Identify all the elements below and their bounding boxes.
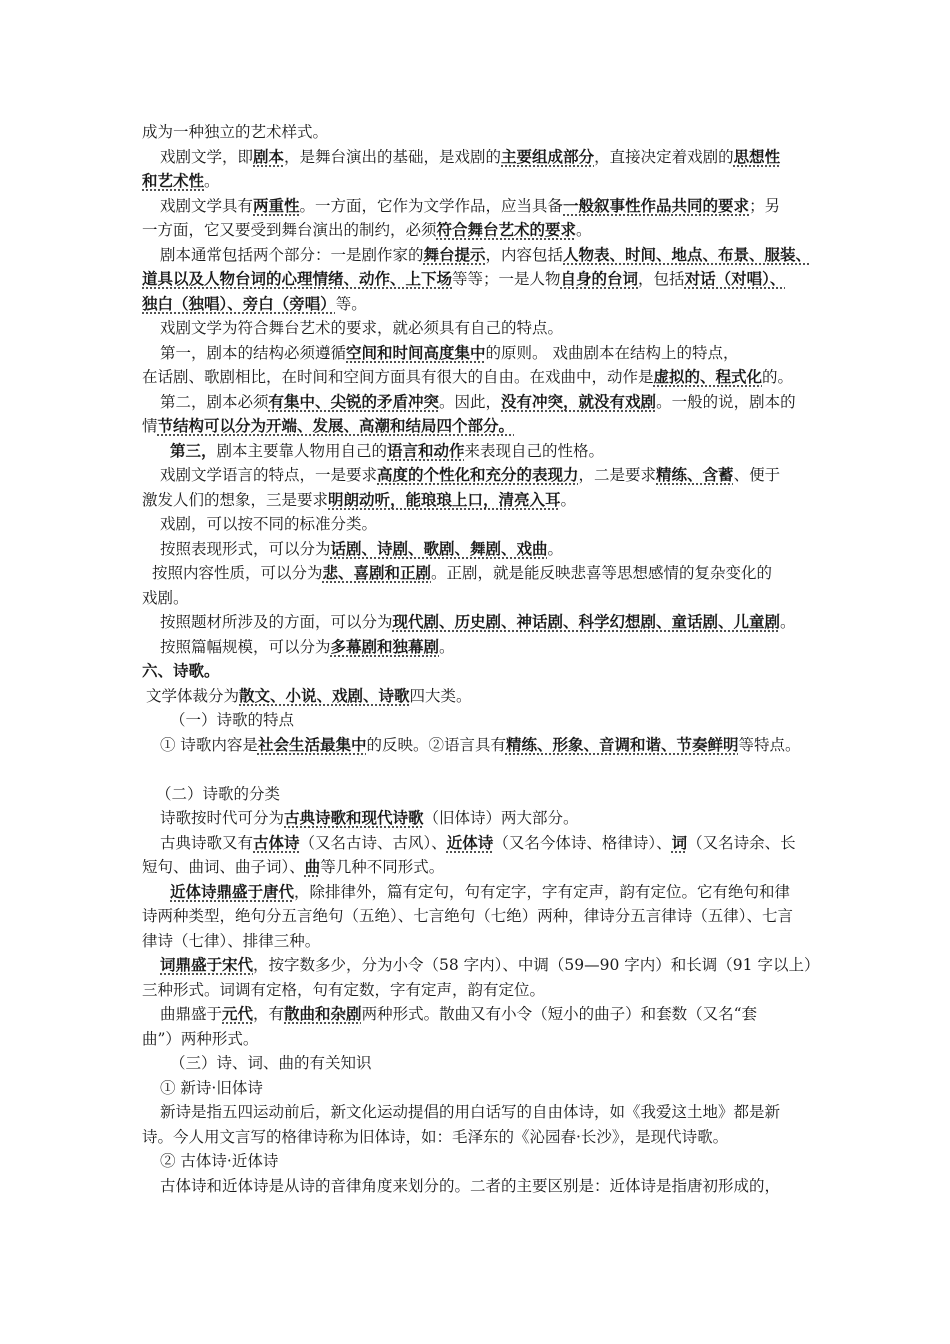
text-run: 剧本通常包括两个部分：一是剧作家的 <box>160 245 424 264</box>
text-run: 情 <box>142 417 158 435</box>
blank-line <box>142 757 820 782</box>
text-run: 四大类。 <box>409 686 472 705</box>
text-line <box>142 782 820 807</box>
text-line <box>142 684 820 709</box>
text-line <box>142 169 820 194</box>
document-body <box>142 120 820 1198</box>
text-run: 戏剧，可以按不同的标准分类。 <box>160 515 378 533</box>
text-line <box>142 708 820 733</box>
text-run: ，是舞台演出的基础，是戏剧的 <box>284 147 502 166</box>
text-run: ① 新诗·旧体诗 <box>160 1078 263 1097</box>
text-line <box>142 1100 820 1125</box>
text-line <box>142 145 820 170</box>
text-line <box>142 953 820 978</box>
emphasized-text: 有集中、尖锐的矛盾冲突 <box>268 392 440 411</box>
text-run: 第二，剧本必须 <box>160 392 269 411</box>
emphasized-text: 思想性 <box>733 147 781 166</box>
emphasized-text: 话剧、诗剧、歌剧、舞剧、戏曲 <box>330 539 548 558</box>
text-run: 等几种不同形式。 <box>320 858 445 876</box>
text-run: 律诗（七律）、排律三种。 <box>142 931 321 950</box>
text-run: ，内容包括 <box>485 245 564 264</box>
text-run: （旧体诗）两大部分。 <box>423 809 579 827</box>
text-line <box>142 904 820 929</box>
text-line <box>142 1174 820 1199</box>
text-line <box>142 561 820 586</box>
emphasized-text: 精练、形象、音调和谐、节奏鲜明 <box>505 735 739 754</box>
text-line <box>142 267 820 292</box>
text-run: 。 <box>439 637 455 656</box>
text-line <box>142 390 820 415</box>
emphasized-text: 节结构可以分为开端、发展、高潮和结局四个部分。 <box>157 417 515 435</box>
text-run: ，二是要求 <box>578 466 657 484</box>
emphasized-text: 曲 <box>304 858 321 876</box>
text-line <box>142 1002 820 1027</box>
emphasized-text: 近体诗鼎盛于唐代 <box>170 882 295 901</box>
text-line <box>142 929 820 954</box>
emphasized-text: 词鼎盛于宋代 <box>160 956 254 974</box>
text-run: 。正剧，就是能反映悲喜等思想感情的复杂变化的 <box>431 564 773 582</box>
text-run: 的原则。 戏曲剧本在结构上的特点， <box>485 343 739 362</box>
text-run: 古体诗和近体诗是从诗的音律角度来划分的。二者的主要区别是：近体诗是指唐初形成的， <box>160 1176 781 1195</box>
text-line <box>142 488 820 513</box>
text-run: ，按字数多少，分为小令（58 字内）、中调（59—90 字内）和长调（91 字以上） <box>253 956 820 974</box>
text-run: 激发人们的想象，三是要求 <box>142 490 329 509</box>
emphasized-text: 空间和时间高度集中 <box>346 343 486 362</box>
emphasized-text: 元代 <box>222 1005 254 1023</box>
emphasized-text: 没有冲突，就没有戏剧 <box>501 392 657 411</box>
emphasized-text: 多幕剧和独幕剧 <box>330 637 440 656</box>
text-line <box>142 292 820 317</box>
text-run: 短句、曲词、曲子词）、 <box>142 858 305 876</box>
text-line <box>142 806 820 831</box>
text-line <box>142 855 820 880</box>
emphasized-text: 古典诗歌和现代诗歌 <box>284 809 424 827</box>
text-line <box>142 831 820 856</box>
text-run: （一）诗歌的特点 <box>170 711 295 729</box>
text-run: ，直接决定着戏剧的 <box>594 147 734 166</box>
text-run: 第一，剧本的结构必须遵循 <box>160 343 347 362</box>
heading-text: 六、诗歌。 <box>142 662 220 680</box>
emphasized-text: 精练、含蓄 <box>656 466 734 484</box>
emphasized-text: 舞台提示 <box>423 245 486 264</box>
text-run: 按照表现形式，可以分为 <box>160 539 331 558</box>
emphasized-text: 散文、小说、戏剧、诗歌 <box>239 686 410 705</box>
emphasized-text: 悲、喜剧和正剧 <box>322 564 432 582</box>
text-run: 戏剧文学具有 <box>160 196 254 215</box>
text-line <box>142 243 820 268</box>
text-run: （三）诗、词、曲的有关知识 <box>170 1054 372 1072</box>
text-run: 。一般的说，剧本的 <box>656 392 796 411</box>
emphasized-text: 和艺术性 <box>142 172 205 190</box>
text-run: 剧本主要靠人物用自己的 <box>216 441 388 460</box>
text-line <box>142 218 820 243</box>
text-run: 等特点。 <box>738 735 801 754</box>
emphasized-text: 高度的个性化和充分的表现力 <box>377 466 579 484</box>
emphasized-text: 自身的台词 <box>560 270 639 288</box>
text-line <box>142 1149 820 1174</box>
text-run: 戏剧文学语言的特点，一是要求 <box>160 466 378 484</box>
emphasized-text: 符合舞台艺术的要求 <box>436 221 577 239</box>
text-run: 曲”）两种形式。 <box>142 1029 259 1048</box>
text-run: 戏剧文学，即 <box>160 147 254 166</box>
heading-text: 第三， <box>170 441 217 460</box>
text-run: 。因此， <box>439 392 502 411</box>
text-run: 一方面，它又要受到舞台演出的制约，必须 <box>142 221 437 239</box>
text-run: （又名诗余、长 <box>687 833 796 852</box>
emphasized-text: 词 <box>671 833 688 852</box>
text-run: 曲鼎盛于 <box>160 1005 223 1023</box>
text-line <box>142 880 820 905</box>
text-line <box>142 365 820 390</box>
text-line <box>142 733 820 758</box>
emphasized-text: 独白（独唱）、旁白（旁唱） <box>142 294 336 313</box>
text-line <box>142 316 820 341</box>
text-run: 按照篇幅规模，可以分为 <box>160 637 331 656</box>
text-run: 、便于 <box>733 466 781 484</box>
text-run: 等。 <box>335 294 367 313</box>
text-run: 按照内容性质，可以分为 <box>152 564 323 582</box>
emphasized-text: 散曲和杂剧 <box>284 1005 362 1023</box>
text-line <box>142 659 820 684</box>
text-line <box>142 1027 820 1052</box>
emphasized-text: 剧本 <box>253 147 285 166</box>
text-line <box>142 1051 820 1076</box>
emphasized-text: 两重性 <box>253 196 300 215</box>
text-run: 成为一种独立的艺术样式。 <box>142 123 329 141</box>
text-line <box>142 635 820 660</box>
text-run: ，除排律外，篇有定句，句有定字，字有定声，韵有定位。它有绝句和律 <box>294 882 791 901</box>
emphasized-text: 社会生活最集中 <box>257 735 367 754</box>
text-run: 戏剧文学为符合舞台艺术的要求，就必须具有自己的特点。 <box>160 319 564 337</box>
text-run: 在话剧、歌剧相比，在时间和空间方面具有很大的自由。在戏曲中，动作是 <box>142 368 654 386</box>
emphasized-text: 古体诗 <box>253 833 300 852</box>
text-run: 。 <box>204 172 220 190</box>
text-run: 。 <box>576 221 592 239</box>
emphasized-text: 虚拟的、程式化 <box>653 368 763 386</box>
text-line <box>142 512 820 537</box>
text-run: 。 <box>780 613 796 631</box>
text-run: 三种形式。词调有定格，句有定数，字有定声，韵有定位。 <box>142 980 546 999</box>
emphasized-text: 近体诗 <box>446 833 494 852</box>
text-line <box>142 341 820 366</box>
text-line <box>142 1125 820 1150</box>
text-run: 。 <box>560 490 577 509</box>
text-run: ① 诗歌内容是 <box>160 735 258 754</box>
text-run: ② 古体诗·近体诗 <box>160 1152 279 1170</box>
text-run: 等等；一是人物 <box>452 270 561 288</box>
text-line <box>142 120 820 145</box>
text-line <box>142 537 820 562</box>
text-run: 古典诗歌又有 <box>160 833 254 852</box>
text-run: （又名古诗、古风）、 <box>299 833 447 852</box>
text-run: 两种形式。散曲又有小令（短小的曲子）和套数（又名“套 <box>361 1005 757 1023</box>
text-run: 诗歌按时代可分为 <box>160 809 285 827</box>
text-run: ；另 <box>749 196 781 215</box>
text-run: 。一方面，它作为文学作品，应当具备 <box>299 196 564 215</box>
emphasized-text: 明朗动听，能琅琅上口，清亮入耳 <box>328 490 561 509</box>
emphasized-text: 语言和动作 <box>387 441 465 460</box>
text-run: 诗两种类型，绝句分五言绝句（五绝）、七言绝句（七绝）两种，律诗分五言律诗（五律）、七言 <box>142 907 794 925</box>
text-run: 戏剧。 <box>142 588 189 607</box>
text-line <box>142 610 820 635</box>
text-line <box>142 414 820 439</box>
emphasized-text: 人物表、时间、地点、布景、服装、 <box>563 245 812 264</box>
emphasized-text: 对话（对唱）、 <box>684 270 786 288</box>
text-run: 新诗是指五四运动前后，新文化运动提倡的用白话写的自由体诗，如《我爱这土地》都是新 <box>160 1103 781 1121</box>
text-line <box>142 463 820 488</box>
text-run: ，包括 <box>638 270 685 288</box>
text-run: 文学体裁分为 <box>146 686 240 705</box>
text-run: （二）诗歌的分类 <box>156 784 281 803</box>
text-run: 按照题材所涉及的方面，可以分为 <box>160 613 393 631</box>
text-line <box>142 978 820 1003</box>
text-line <box>142 194 820 219</box>
emphasized-text: 道具以及人物台词的心理情绪、动作、上下场 <box>142 270 453 288</box>
text-line <box>142 586 820 611</box>
emphasized-text: 主要组成部分 <box>501 147 595 166</box>
text-run: 诗。今人用文言写的格律诗称为旧体诗，如：毛泽东的《沁园春·长沙》，是现代诗歌。 <box>142 1127 729 1146</box>
text-run: （又名今体诗、格律诗）、 <box>493 833 672 852</box>
text-run: 的。 <box>762 368 794 386</box>
text-line <box>142 439 820 464</box>
text-line <box>142 1076 820 1101</box>
emphasized-text: 一般叙事性作品共同的要求 <box>563 196 750 215</box>
text-run: 。 <box>547 539 564 558</box>
text-run: 的反映。②语言具有 <box>366 735 506 754</box>
emphasized-text: 现代剧、历史剧、神话剧、科学幻想剧、童话剧、儿童剧 <box>392 613 781 631</box>
text-run: 来表现自己的性格。 <box>464 441 605 460</box>
text-run: ，有 <box>253 1005 285 1023</box>
